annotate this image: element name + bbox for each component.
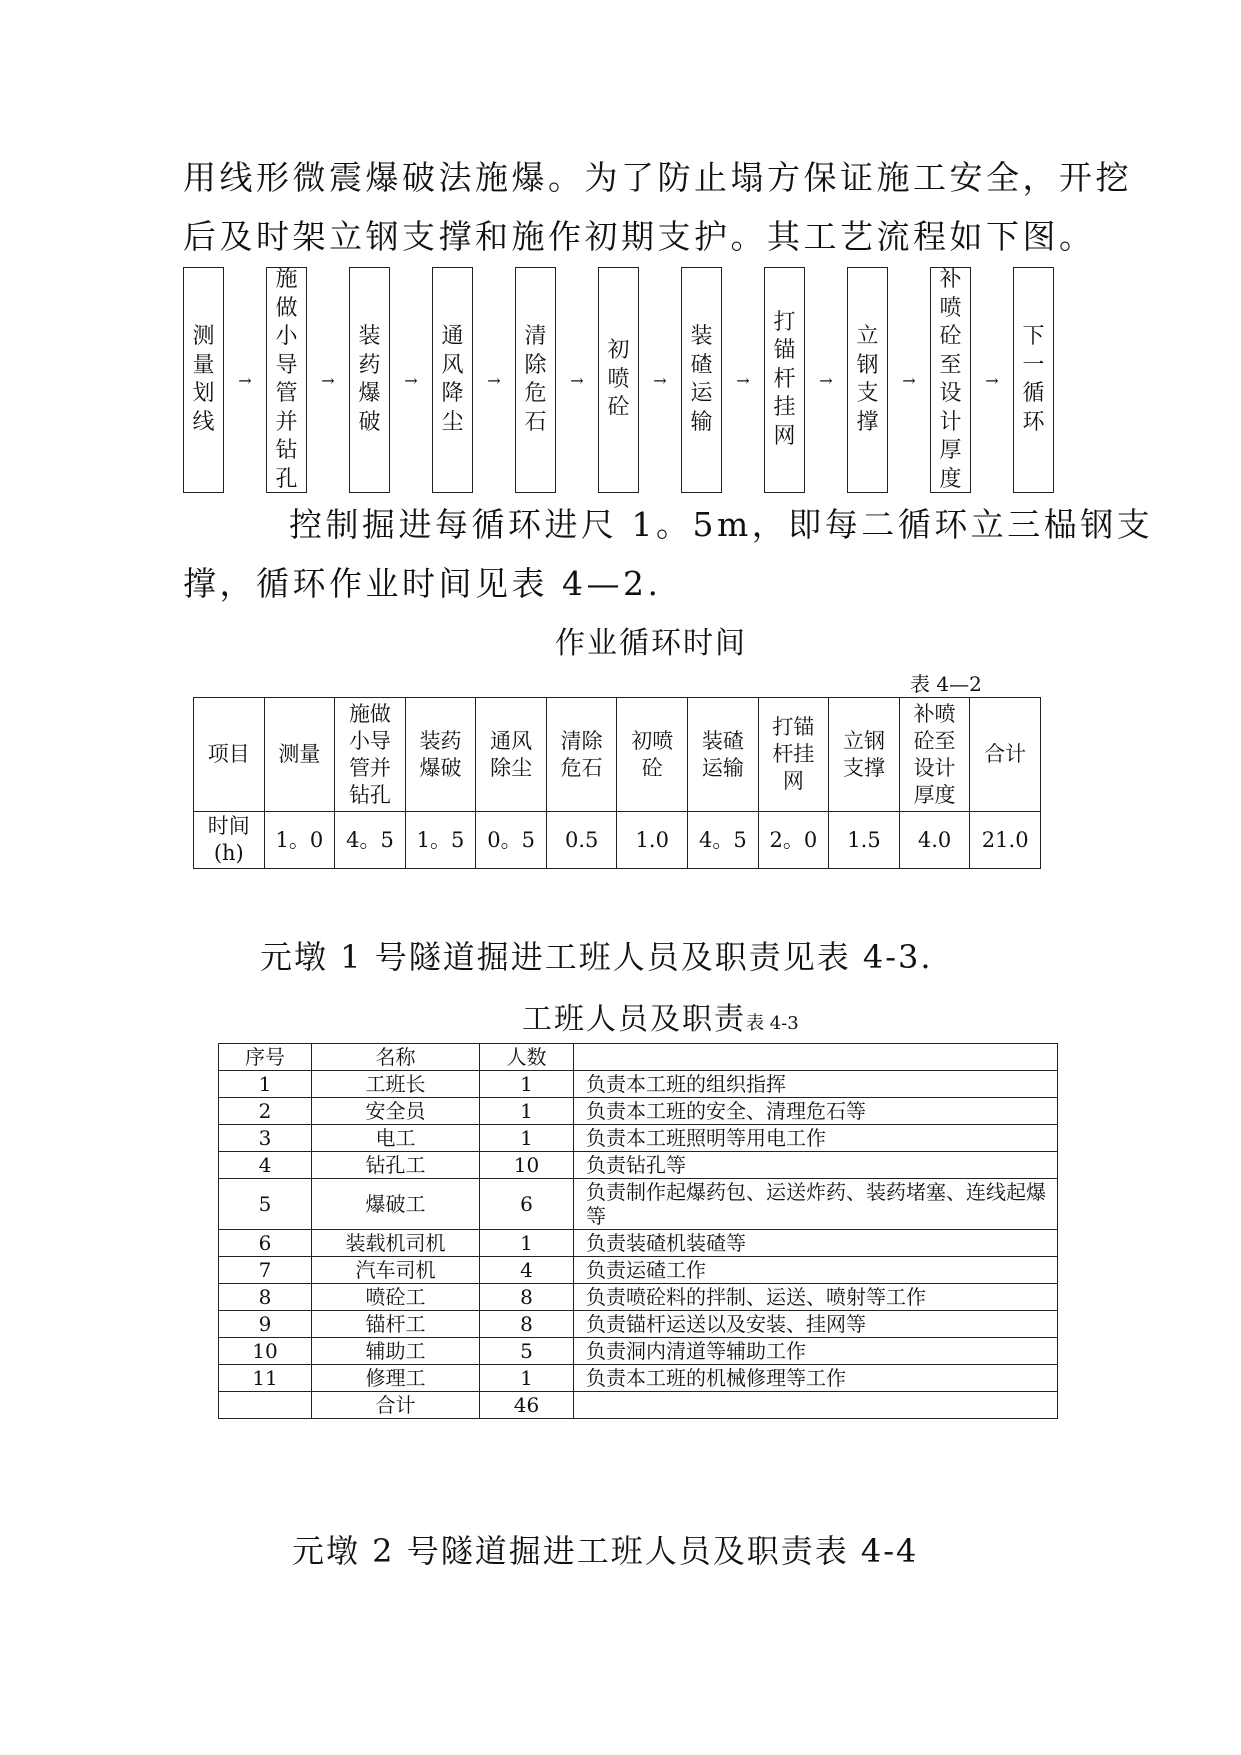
table-row: 6 装载机司机 1 负责装碴机装碴等 bbox=[219, 1230, 1058, 1257]
table-row: 8 喷砼工 8 负责喷砼料的拌制、运送、喷射等工作 bbox=[219, 1284, 1058, 1311]
header-cell: 装碴运输 bbox=[688, 698, 759, 812]
header-cell: 立钢支撑 bbox=[829, 698, 900, 812]
table-cell: 4。5 bbox=[335, 812, 406, 869]
flow-arrow: → bbox=[653, 370, 667, 390]
flow-step: 施做小导管并钻孔 bbox=[266, 267, 307, 493]
table43-title: 工班人员及职责 bbox=[522, 1002, 746, 1037]
header-cell: 初喷砼 bbox=[617, 698, 688, 812]
process-flowchart bbox=[183, 265, 1065, 495]
table-row: 1 工班长 1 负责本工班的组织指挥 bbox=[219, 1071, 1058, 1098]
flow-arrow: → bbox=[238, 370, 252, 390]
flow-arrow: → bbox=[985, 370, 999, 390]
table-row: 4 钻孔工 10 负责钻孔等 bbox=[219, 1152, 1058, 1179]
table42-title: 作业循环时间 bbox=[555, 626, 747, 661]
cycle-paragraph bbox=[183, 495, 1154, 613]
table-cell: 1。5 bbox=[405, 812, 476, 869]
header-cell: 通风除尘 bbox=[476, 698, 547, 812]
table-row: 10 辅助工 5 负责洞内清道等辅助工作 bbox=[219, 1338, 1058, 1365]
table-row: 7 汽车司机 4 负责运碴工作 bbox=[219, 1257, 1058, 1284]
flow-arrow: → bbox=[404, 370, 418, 390]
flow-arrow: → bbox=[570, 370, 584, 390]
flow-step: 初喷砼 bbox=[598, 267, 639, 493]
total-label: 合计 bbox=[312, 1392, 480, 1419]
flow-step: 打锚杆挂网 bbox=[764, 267, 805, 493]
table43-caption bbox=[522, 994, 799, 1038]
table-header-row bbox=[219, 1044, 1058, 1071]
table-total-row bbox=[219, 1392, 1058, 1419]
flow-arrow: → bbox=[321, 370, 335, 390]
table-row: 11 修理工 1 负责本工班的机械修理等工作 bbox=[219, 1365, 1058, 1392]
flow-arrow: → bbox=[902, 370, 916, 390]
cycle-line-2: 撑，循环作业时间见表 4—2. bbox=[183, 564, 662, 603]
table-cell: 1。0 bbox=[264, 812, 335, 869]
flow-arrow: → bbox=[736, 370, 750, 390]
flow-step: 补喷砼至设计厚度 bbox=[930, 267, 971, 493]
total-value: 46 bbox=[480, 1392, 574, 1419]
table-cell: 1.5 bbox=[829, 812, 900, 869]
header-cell: 项目 bbox=[194, 698, 265, 812]
table42-number: 表 4—2 bbox=[910, 672, 982, 696]
table-cell: 4.0 bbox=[899, 812, 970, 869]
flow-step: 装碴运输 bbox=[681, 267, 722, 493]
flow-step: 装药爆破 bbox=[349, 267, 390, 493]
flow-step: 测量划线 bbox=[183, 267, 224, 493]
flow-arrow: → bbox=[487, 370, 501, 390]
flow-step: 立钢支撑 bbox=[847, 267, 888, 493]
flow-step: 通风降尘 bbox=[432, 267, 473, 493]
table-row bbox=[194, 812, 1041, 869]
tunnel1-paragraph: 元墩 1 号隧道掘进工班人员及职责见表 4-3. bbox=[260, 938, 933, 976]
header-cell: 测量 bbox=[264, 698, 335, 812]
table-row: 3 电工 1 负责本工班照明等用电工作 bbox=[219, 1125, 1058, 1152]
table-row: 9 锚杆工 8 负责锚杆运送以及安装、挂网等 bbox=[219, 1311, 1058, 1338]
flow-arrow: → bbox=[819, 370, 833, 390]
row-label: 时间 (h) bbox=[194, 812, 265, 869]
table-row: 5 爆破工 6 负责制作起爆药包、运送炸药、装药堵塞、连线起爆等 bbox=[219, 1179, 1058, 1230]
intro-paragraph bbox=[183, 148, 1132, 266]
header-cell: 补喷砼至设计厚度 bbox=[899, 698, 970, 812]
table-cell: 4。5 bbox=[688, 812, 759, 869]
header-cell: 名称 bbox=[312, 1044, 480, 1071]
header-cell: 装药爆破 bbox=[405, 698, 476, 812]
header-cell: 序号 bbox=[219, 1044, 312, 1071]
table-cell: 2。0 bbox=[758, 812, 829, 869]
header-cell: 合计 bbox=[970, 698, 1041, 812]
table-cell: 1.0 bbox=[617, 812, 688, 869]
header-cell: 打锚杆挂网 bbox=[758, 698, 829, 812]
table-cell: 0.5 bbox=[546, 812, 617, 869]
header-cell: 人数 bbox=[480, 1044, 574, 1071]
header-cell: 施做小导管并钻孔 bbox=[335, 698, 406, 812]
header-cell: 清除危石 bbox=[546, 698, 617, 812]
table43-number: 表 4-3 bbox=[746, 1013, 799, 1034]
tunnel2-paragraph: 元墩 2 号隧道掘进工班人员及职责表 4-4 bbox=[292, 1532, 919, 1570]
intro-line-1: 用线形微震爆破法施爆。为了防止塌方保证施工安全，开挖 bbox=[183, 158, 1132, 197]
intro-line-2: 后及时架立钢支撑和施作初期支护。其工艺流程如下图。 bbox=[183, 217, 1096, 256]
cycle-line-1: 控制掘进每循环进尺 1。5m，即每二循环立三榀钢支 bbox=[289, 505, 1154, 544]
table-header-row bbox=[194, 698, 1041, 812]
crew-duties-table bbox=[218, 1043, 1058, 1419]
cycle-time-table bbox=[193, 697, 1041, 869]
flow-step: 清除危石 bbox=[515, 267, 556, 493]
flow-step: 下一循环 bbox=[1013, 267, 1054, 493]
table-cell: 0。5 bbox=[476, 812, 547, 869]
table-cell: 21.0 bbox=[970, 812, 1041, 869]
header-cell bbox=[574, 1044, 1058, 1071]
table-row: 2 安全员 1 负责本工班的安全、清理危石等 bbox=[219, 1098, 1058, 1125]
